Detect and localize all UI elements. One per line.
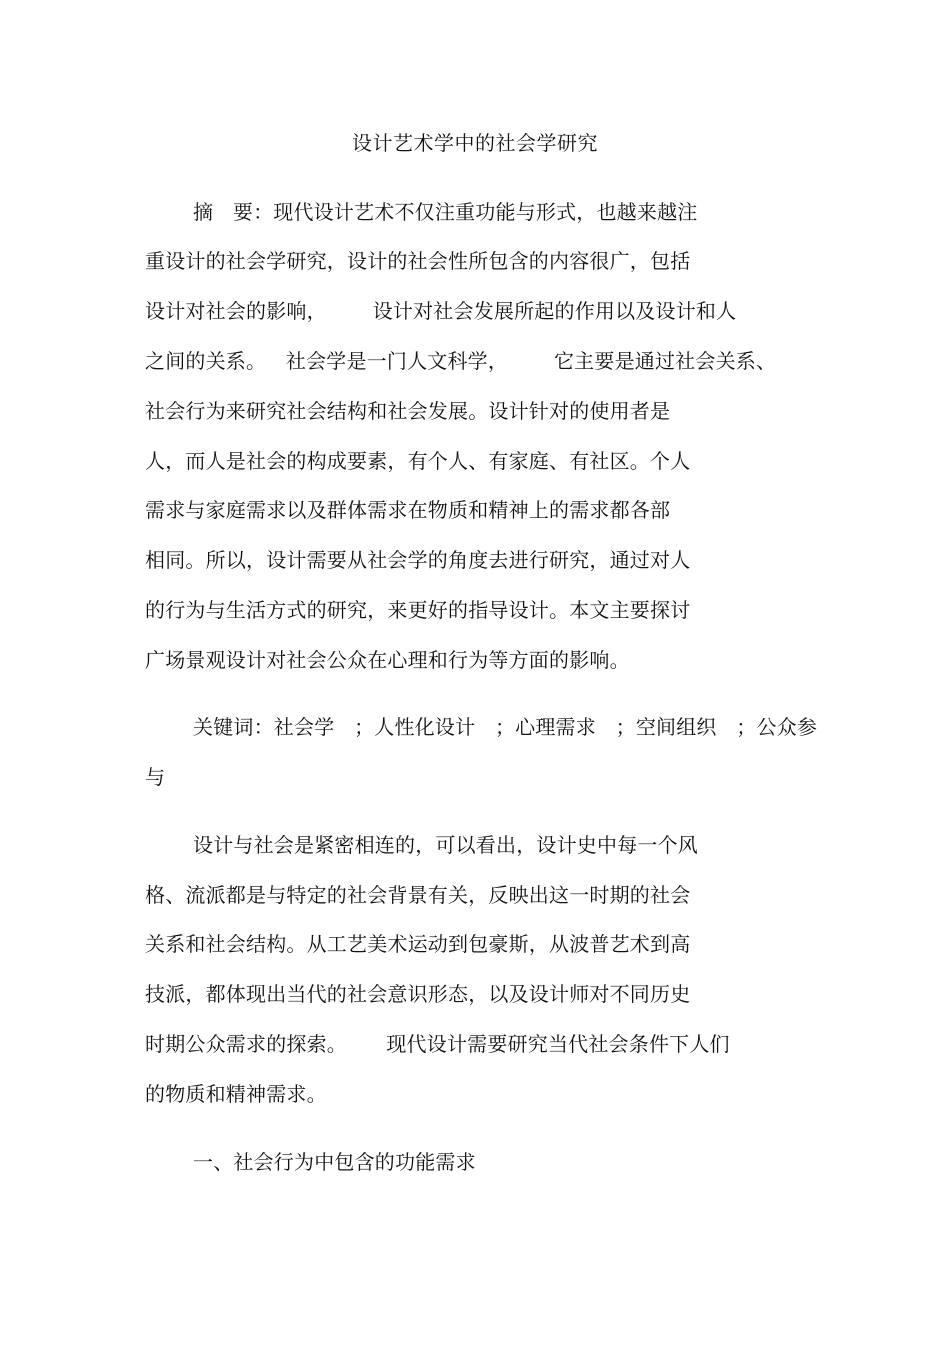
- section-heading: 一、社会行为中包含的功能需求: [193, 1150, 476, 1174]
- abstract-line: 人，而人是社会的构成要素，有个人、有家庭、有社区。个人: [145, 449, 691, 473]
- body-line: 关系和社会结构。从工艺美术运动到包豪斯，从波普艺术到高: [145, 932, 691, 956]
- abstract-line: 摘 要：现代设计艺术不仅注重功能与形式，也越来越注: [193, 200, 698, 224]
- keywords-line: 关键词：社会学 ；人性化设计 ；心理需求 ；空间组织 ；公众参: [193, 715, 818, 739]
- abstract-line: 之间的关系。 社会学是一门人文科学， 它主要是通过社会关系、: [145, 349, 777, 373]
- body-line: 设计与社会是紧密相连的，可以看出，设计史中每一个风: [193, 833, 698, 857]
- keywords-line: 与: [145, 765, 166, 789]
- abstract-line: 社会行为来研究社会结构和社会发展。设计针对的使用者是: [145, 399, 671, 423]
- body-line: 时期公众需求的探索。 现代设计需要研究当代社会条件下人们: [145, 1032, 730, 1056]
- abstract-line: 需求与家庭需求以及群体需求在物质和精神上的需求都各部: [145, 498, 671, 522]
- body-line: 的物质和精神需求。: [145, 1082, 327, 1106]
- document-title: 设计艺术学中的社会学研究: [352, 131, 598, 155]
- abstract-line: 重设计的社会学研究，设计的社会性所包含的内容很广，包括: [145, 249, 691, 273]
- abstract-line: 设计对社会的影响， 设计对社会发展所起的作用以及设计和人: [145, 299, 737, 323]
- body-line: 格、流派都是与特定的社会背景有关，反映出这一时期的社会: [145, 883, 691, 907]
- abstract-line: 的行为与生活方式的研究，来更好的指导设计。本文主要探讨: [145, 598, 691, 622]
- abstract-line: 广场景观设计对社会公众在心理和行为等方面的影响。: [145, 648, 630, 672]
- body-line: 技派，都体现出当代的社会意识形态，以及设计师对不同历史: [145, 982, 691, 1006]
- abstract-line: 相同。所以，设计需要从社会学的角度去进行研究，通过对人: [145, 548, 691, 572]
